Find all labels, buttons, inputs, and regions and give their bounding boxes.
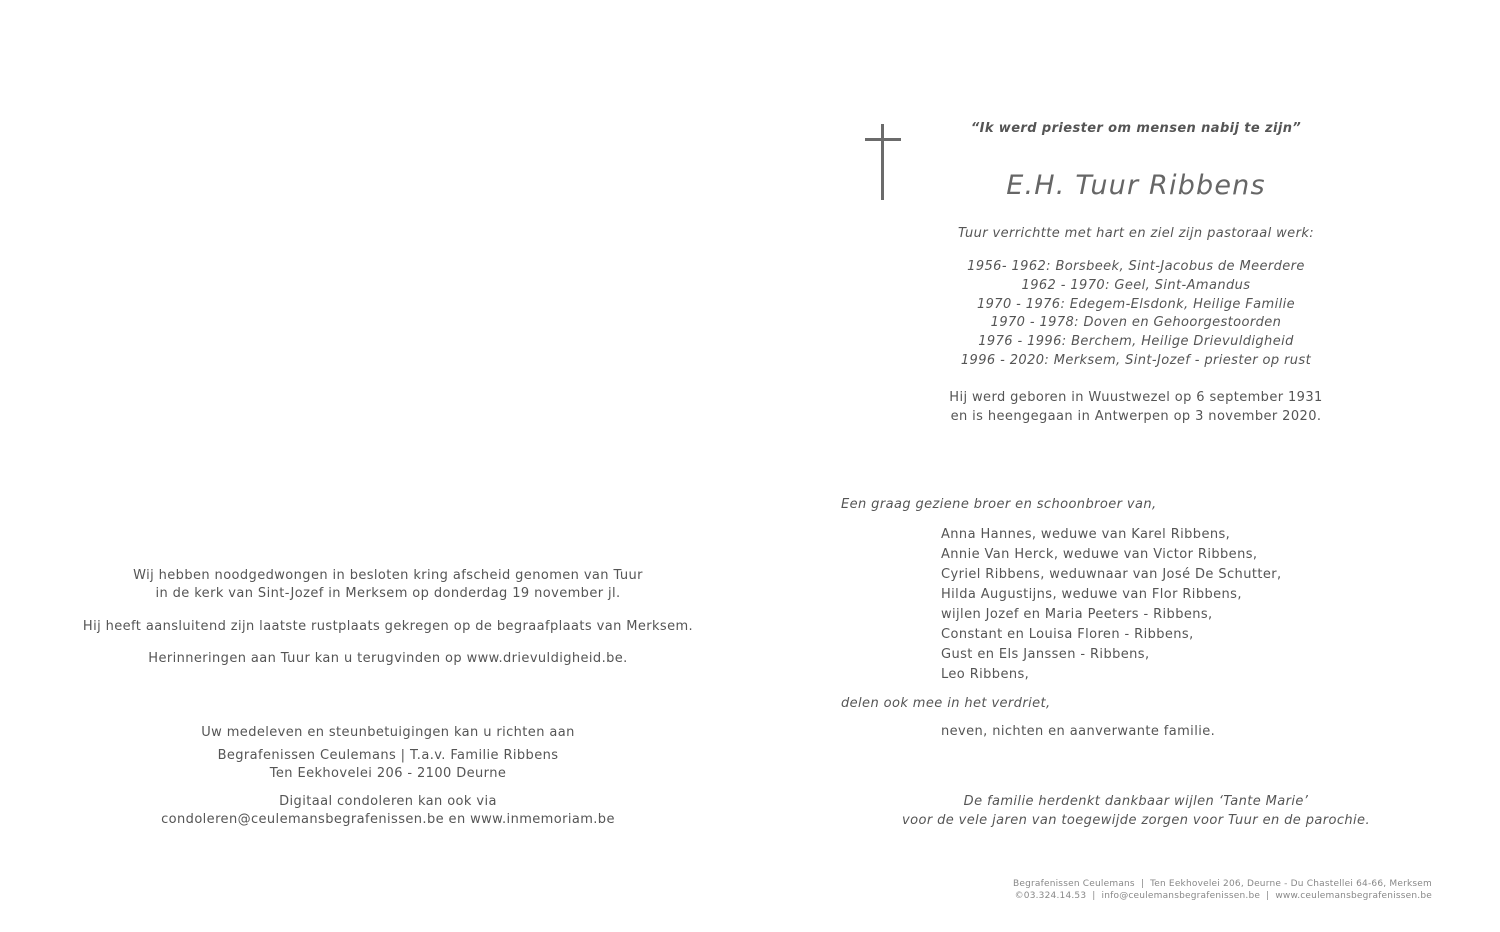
grief-label: delen ook mee in het verdriet,: [841, 696, 1051, 711]
farewell-text: [80, 567, 696, 603]
relative-item: Gust en Els Janssen - Ribbens,: [941, 647, 1150, 662]
resting-place-text: Hij heeft aansluitend zijn laatste rustplaats gekregen op de begraafplaats van Merksem.: [82, 619, 694, 634]
birth-death-text: [886, 388, 1386, 426]
parish-item: 1962 - 1970: Geel, Sint-Amandus: [1021, 277, 1251, 293]
deceased-name: E.H. Tuur Ribbens: [1006, 170, 1266, 201]
farewell-line: in de kerk van Sint-Jozef in Merksem op donderdag 19 november jl.: [155, 586, 621, 601]
extended-family: neven, nichten en aanverwante familie.: [941, 724, 1216, 739]
footer: [1013, 878, 1432, 902]
relative-item: Anna Hannes, weduwe van Karel Ribbens,: [941, 527, 1231, 542]
footer-line-1: Begrafenissen Ceulemans | Ten Eekhovelei 206, Deurne - Du Chastellei 64-66, Merksem: [1012, 879, 1432, 889]
digital-line: condoleren@ceulemansbegrafenissen.be en www.inmemoriam.be: [161, 812, 615, 827]
footer-website: www.ceulemansbegrafenissen.be: [1275, 891, 1432, 901]
footer-email: info@ceulemansbegrafenissen.be: [1101, 891, 1261, 901]
relative-item: Hilda Augustijns, weduwe van Flor Ribbens,: [941, 587, 1242, 602]
digital-line: Digitaal condoleren kan ook via: [279, 794, 497, 809]
parish-item: 1956- 1962: Borsbeek, Sint-Jacobus de Meerdere: [967, 259, 1305, 274]
birth-line: Hij werd geboren in Wuustwezel op 6 september 1931: [949, 390, 1323, 405]
relative-item: Annie Van Herck, weduwe van Victor Ribbens,: [941, 547, 1258, 562]
footer-locations: Ten Eekhovelei 206, Deurne - Du Chastellei 64-66, Merksem: [1150, 879, 1432, 889]
memories-text: Herinneringen aan Tuur kan u terugvinden op www.drievuldigheid.be.: [148, 651, 628, 666]
thanks-line: De familie herdenkt dankbaar wijlen ‘Tante Marie’: [963, 794, 1309, 809]
relative-item: Cyriel Ribbens, weduwnaar van José De Schutter,: [941, 567, 1282, 582]
quote: “Ik werd priester om mensen nabij te zijn”: [970, 121, 1302, 136]
relatives-list: [941, 525, 1282, 685]
footer-line-2: ©03.324.14.53 | info@ceulemansbegrafenissen.be | www.ceulemansbegrafenissen.be: [1014, 891, 1432, 901]
relative-item: Leo Ribbens,: [941, 667, 1030, 682]
relative-item: Constant en Louisa Floren - Ribbens,: [941, 627, 1194, 642]
relative-item: wijlen Jozef en Maria Peeters - Ribbens,: [941, 607, 1213, 622]
parish-item: 1970 - 1978: Doven en Gehoorgestoorden: [990, 315, 1282, 331]
condolence-intro: Uw medeleven en steunbetuigingen kan u richten aan: [201, 725, 575, 740]
thanks-line: voor de vele jaren van toegewijde zorgen voor Tuur en de parochie.: [902, 813, 1370, 828]
thanks-text: [886, 792, 1386, 830]
footer-phone: ©03.324.14.53: [1014, 891, 1087, 901]
parish-item: 1976 - 1996: Berchem, Heilige Drievuldigheid: [978, 334, 1294, 350]
farewell-line: Wij hebben noodgedwongen in besloten kring afscheid genomen van Tuur: [133, 568, 643, 583]
digital-condolence-text: [80, 793, 696, 829]
parish-list: [886, 258, 1386, 371]
footer-company: Begrafenissen Ceulemans: [1012, 879, 1135, 889]
address-line: Begrafenissen Ceulemans | T.a.v. Familie Ribbens: [217, 748, 559, 763]
pastoral-intro: Tuur verrichtte met hart en ziel zijn pastoraal werk:: [957, 226, 1315, 241]
address-line: Ten Eekhovelei 206 - 2100 Deurne: [269, 766, 507, 781]
parish-item: 1996 - 2020: Merksem, Sint-Jozef - priester op rust: [960, 352, 1312, 368]
death-line: en is heengegaan in Antwerpen op 3 november 2020.: [950, 409, 1322, 424]
funeral-home-address: [80, 747, 696, 783]
parish-item: 1970 - 1976: Edegem-Elsdonk, Heilige Familie: [976, 296, 1296, 312]
relatives-intro: Een graag geziene broer en schoonbroer van,: [841, 497, 1157, 512]
